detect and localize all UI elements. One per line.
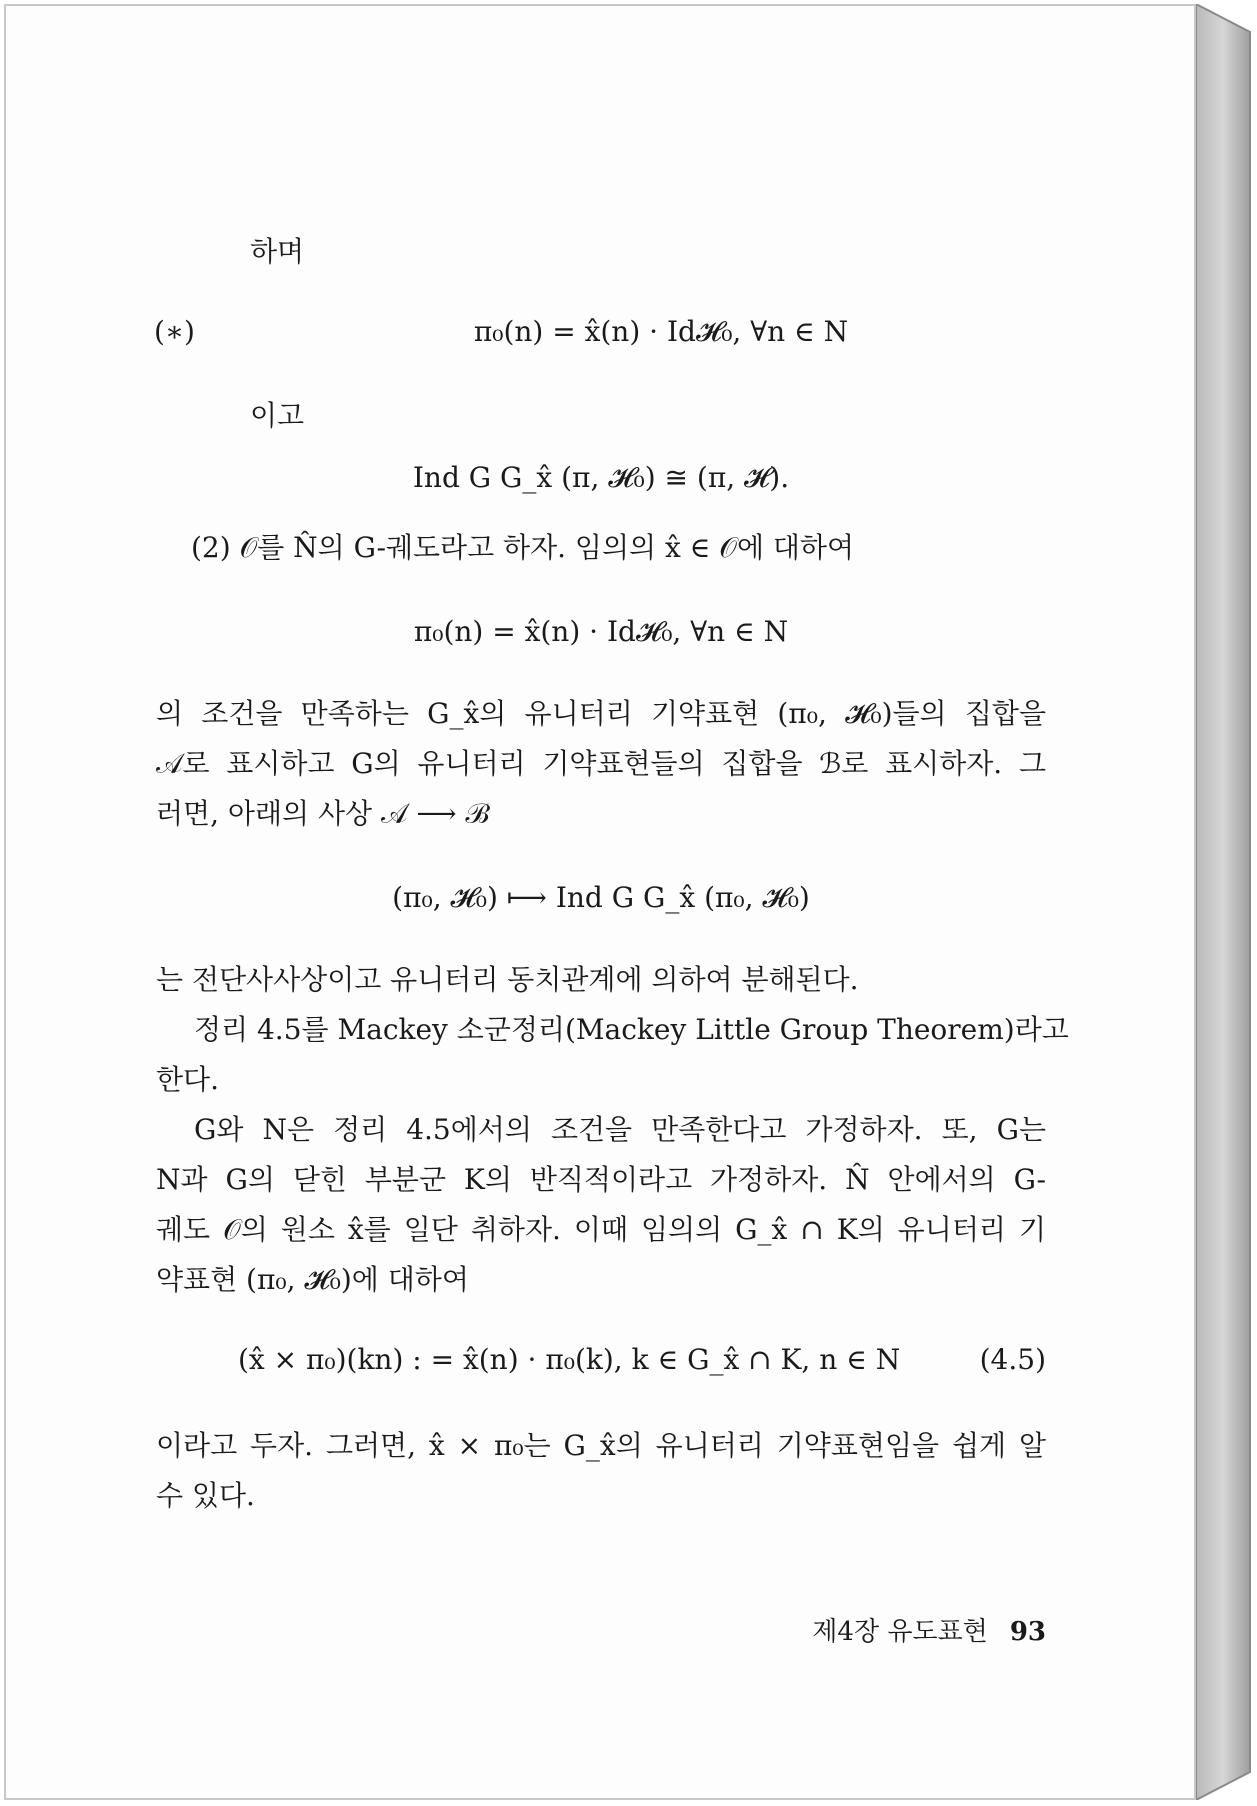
equation-body: (x̂ × π₀)(kn) : = x̂(n) · π₀(k), k ∈ G_x̂ ∩ K, n ∈ N [238,1343,901,1376]
text-line: 는 전단사사상이고 유니터리 동치관계에 의하여 분해된다. [156,963,859,996]
text-line: N과 G의 닫힌 부분군 K의 반직적이라고 가정하자. N̂ 안에서의 G- [156,1163,1046,1196]
text-line: (2) 𝒪를 N̂의 G-궤도라고 하자. 임의의 x̂ ∈ 𝒪에 대하여 [191,531,855,564]
text-line: G와 N은 정리 4.5에서의 조건을 만족한다고 가정하자. 또, G는 [194,1113,1046,1146]
text-line: 약표현 (π₀, 𝓗₀)에 대하여 [156,1263,469,1296]
text-line: 𝒜로 표시하고 G의 유니터리 기약표현들의 집합을 ℬ로 표시하자. 그 [156,747,1046,780]
chapter-title: 제4장 유도표현 [812,1617,988,1647]
equation: π₀(n) = x̂(n) · Id𝓗₀, ∀n ∈ N [413,615,789,648]
text-line: 수 있다. [156,1479,255,1512]
text-line: 이고 [250,399,305,432]
equation-number: (4.5) [979,1343,1046,1376]
equation-star [156,312,1046,352]
text-line: 궤도 𝒪의 원소 x̂를 일단 취하자. 이때 임의의 G_x̂ ∩ K의 유니터리 기 [156,1213,1046,1246]
equation-body: π₀(n) = x̂(n) · Id𝓗₀, ∀n ∈ N [473,315,849,348]
text-line: 정리 4.5를 Mackey 소군정리(Mackey Little Group Theorem)라고 [194,1013,1069,1046]
page-number: 93 [1009,1617,1046,1647]
text-line: 러면, 아래의 사상 𝒜 ⟶ ℬ [156,797,489,830]
page-content [154,6,1069,1802]
text-line: 이라고 두자. 그러면, x̂ × π₀는 G_x̂의 유니터리 기약표현임을 쉽게 알 [156,1429,1046,1462]
text-line: 의 조건을 만족하는 G_x̂의 유니터리 기약표현 (π₀, 𝓗₀)들의 집합을 [156,697,1046,730]
page-edge-shading [1196,4,1257,1800]
page-footer [156,1614,1046,1650]
book-page [4,4,1196,1800]
equation-induced: Ind G G_x̂ (π, 𝓗₀) ≅ (π, 𝓗). [412,461,790,494]
text-line: 한다. [156,1063,219,1096]
equation-label: (∗) [154,315,195,348]
equation-map: (π₀, 𝓗₀) ⟼ Ind G G_x̂ (π₀, 𝓗₀) [392,881,810,914]
text-line: 하며 [250,235,305,268]
